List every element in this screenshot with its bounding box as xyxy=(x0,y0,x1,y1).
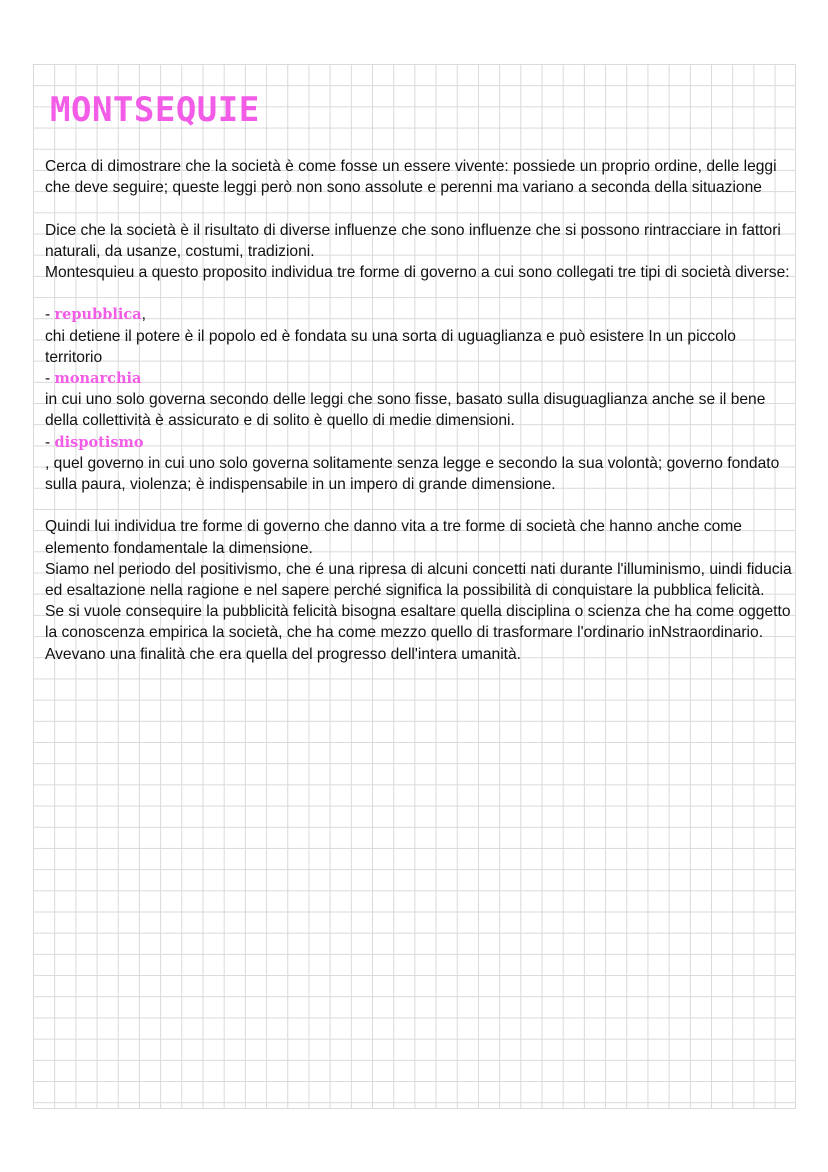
form-suffix: , xyxy=(141,306,146,324)
form-prefix: - xyxy=(45,306,55,324)
positivism-paragraph: Siamo nel periodo del positivismo, che é una ripresa di alcuni concetti nati durante l'illuminismo, uindi fiducia ed esaltazione nella ragione e nel sapere perché significa la possibilità di conquistare la pubblica felicità. xyxy=(45,560,792,600)
form-description-dispotismo: , quel governo in cui uno solo governa solitamente senza legge e secondo la sua volontà; governo fondato sulla paura, violenza; è indispensabile in un impero di grande dimensione. xyxy=(45,454,780,494)
form-name-repubblica: repubblica xyxy=(54,306,142,324)
blank-line xyxy=(45,198,793,219)
forms-intro-paragraph: Montesquieu a questo proposito individua tre forme di governo a cui sono collegati tre tipi di società diverse: xyxy=(45,264,790,281)
form-heading-dispotismo xyxy=(45,432,793,453)
blank-line xyxy=(45,283,793,304)
form-description-monarchia: in cui uno solo governa secondo delle leggi che sono fisse, basato sulla disuguaglianza anche se il bene della collettività è assicurato e di solito è quello di medie dimensioni. xyxy=(45,391,766,430)
conclusion-paragraph: Quindi lui individua tre forme di governo che danno vita a tre forme di società che hanno anche come elemento fondamentale la dimensione. xyxy=(45,518,742,557)
form-prefix: - xyxy=(45,370,55,387)
form-name-dispotismo: dispotismo xyxy=(54,433,144,451)
science-paragraph: Se si vuole consequire la pubblicità felicità bisogna esaltare quella disciplina o scienza che ha come oggetto la conoscenza empirica la società, che ha come mezzo quello di trasformare l'ordinario inNstraordinario. xyxy=(45,603,791,642)
progress-paragraph: Avevano una finalità che era quella del progresso dell'intera umanità. xyxy=(45,645,522,663)
form-name-monarchia: monarchia xyxy=(54,370,142,387)
form-heading-repubblica xyxy=(45,304,793,325)
page-title: MONTSEQUIE xyxy=(50,90,260,130)
form-description-repubblica: chi detiene il potere è il popolo ed è fondata su una sorta di uguaglianza e può esistere In un piccolo territorio xyxy=(45,327,736,366)
notes-body xyxy=(45,156,793,665)
form-prefix: - xyxy=(45,433,55,451)
influences-paragraph: Dice che la società è il risultato di diverse influenze che sono influenze che si possono rintracciare in fattori naturali, da usanze, costumi, tradizioni. xyxy=(45,221,781,260)
intro-paragraph: Cerca di dimostrare che la società è come fosse un essere vivente: possiede un proprio ordine, delle leggi che deve seguire; queste leggi però non sono assolute e perenni ma variano a seconda della situazione xyxy=(45,158,777,197)
blank-line xyxy=(45,495,793,516)
form-heading-monarchia xyxy=(45,368,793,389)
